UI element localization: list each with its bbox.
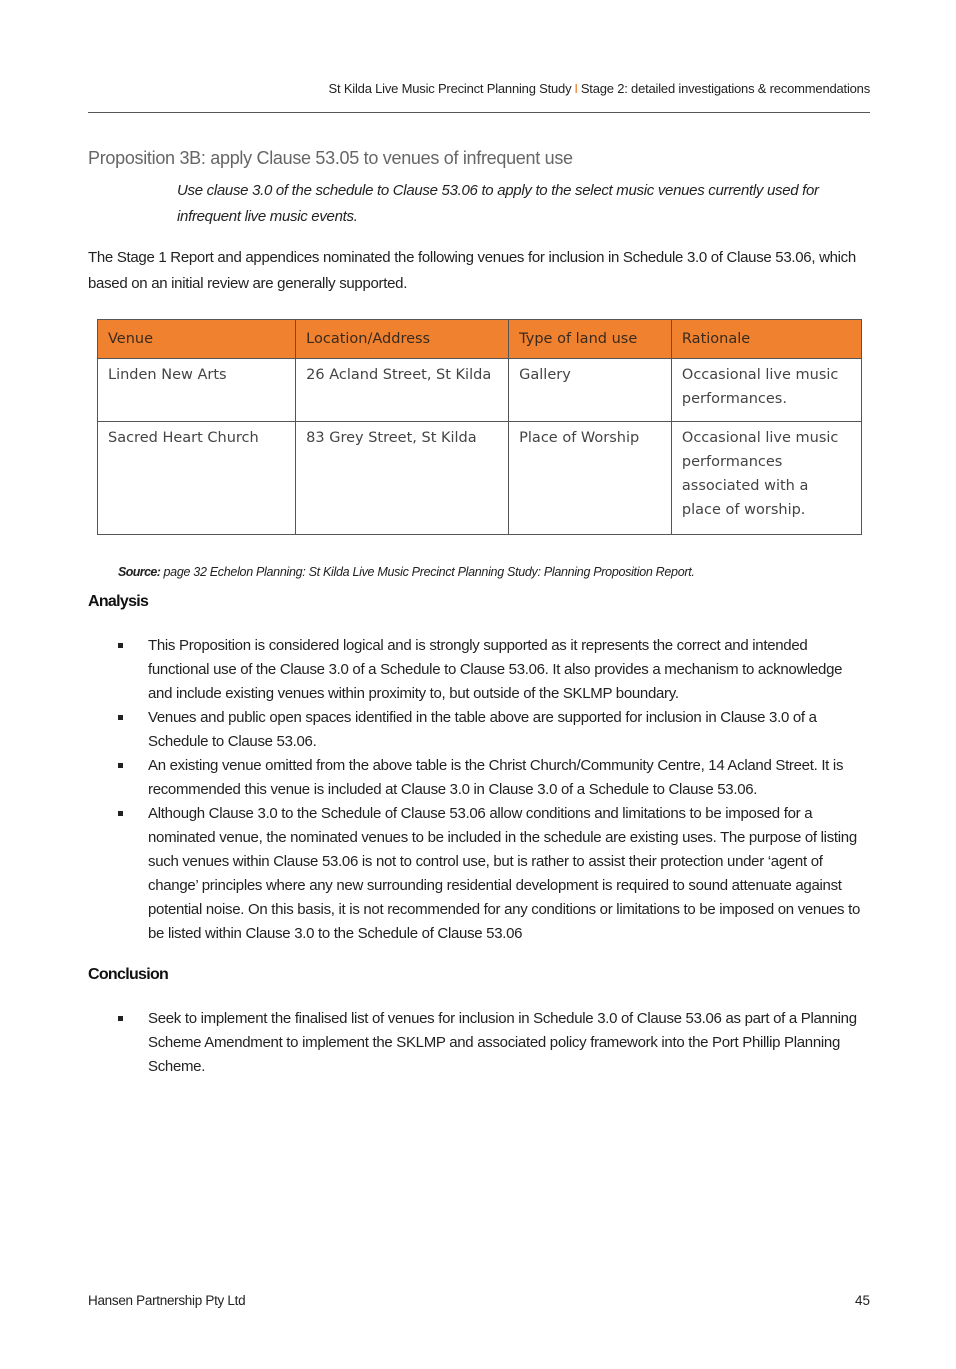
list-item [110,802,870,946]
page-number: 45 [854,1293,870,1308]
header-rationale: Rationale [671,320,861,359]
analysis-list [110,634,870,946]
table-header-row [98,320,862,359]
header-stage: Stage 2: detailed investigations & recommendations [580,81,870,96]
cell-location: 26 Acland Street, St Kilda [296,359,509,422]
bullet-icon [118,1016,123,1021]
bullet-icon [118,811,123,816]
bullet-icon [118,763,123,768]
conclusion-heading: Conclusion [88,966,169,983]
table-source [118,565,695,579]
intro-paragraph: The Stage 1 Report and appendices nominated the following venues for inclusion in Schedule 3.0 of Clause 53.06, which based on an initial review are generally supported. [88,249,856,292]
cell-land-use: Gallery [509,359,672,422]
list-item [110,634,870,706]
list-item-text: Although Clause 3.0 to the Schedule of Clause 53.06 allow conditions and limitations to be imposed for a nominated venue, the nominated venues to be included in the schedule are existing uses. The purpose of listing such venues within Clause 53.06 is not to control use, but is rather to assist their protection under ‘agent of change’ principles where any new surrounding residential development is required to sound attenuate against potential noise. On this basis, it is not recommended for any conditions or limitations to be imposed on venues to be listed within Clause 3.0 to the Schedule of Clause 53.06 [148,805,861,942]
list-item-text: Venues and public open spaces identified in the table above are supported for inclusion in Clause 3.0 of a Schedule to Clause 53.06. [148,709,817,750]
header-venue: Venue [98,320,296,359]
proposition-subtitle: Use clause 3.0 of the schedule to Clause 53.06 to apply to the select music venues currently used for infrequent live music events. [177,182,819,225]
analysis-heading: Analysis [88,593,149,610]
table-row [98,359,862,422]
proposition-title: Proposition 3B: apply Clause 53.05 to venues of infrequent use [88,148,573,168]
conclusion-list [110,1007,870,1079]
footer-company: Hansen Partnership Pty Ltd [88,1293,246,1308]
list-item-text: An existing venue omitted from the above table is the Christ Church/Community Centre, 14 Acland Street. It is recommended this venue is included at Clause 3.0 in Clause 3.0 of a Schedule to Clause 53.06. [148,757,844,798]
cell-location: 83 Grey Street, St Kilda [296,422,509,535]
source-text: page 32 Echelon Planning: St Kilda Live Music Precinct Planning Study: Planning Proposition Report. [160,565,695,579]
cell-venue: Linden New Arts [98,359,296,422]
header-land-use: Type of land use [509,320,672,359]
source-label: Source: [118,565,161,579]
table-row [98,422,862,535]
bullet-icon [118,643,123,648]
bullet-icon [118,715,123,720]
list-item [110,706,870,754]
header-title: St Kilda Live Music Precinct Planning Study [328,81,572,96]
header-separator: I [574,81,578,96]
list-item [110,1007,870,1079]
list-item-text: Seek to implement the finalised list of venues for inclusion in Schedule 3.0 of Clause 53.06 as part of a Planning Scheme Amendment to implement the SKLMP and associated policy framework into the Port Phillip Planning Scheme. [148,1010,857,1075]
cell-rationale: Occasional live music performances associated with a place of worship. [671,422,861,535]
page-header [88,80,870,113]
header-location: Location/Address [296,320,509,359]
cell-rationale: Occasional live music performances. [671,359,861,422]
list-item [110,754,870,802]
cell-venue: Sacred Heart Church [98,422,296,535]
cell-land-use: Place of Worship [509,422,672,535]
list-item-text: This Proposition is considered logical and is strongly supported as it represents the correct and intended functional use of the Clause 3.0 of a Schedule to Clause 53.06. It also provides a mechanism to acknowledge and include existing venues within proximity to, but outside of the SKLMP boundary. [148,637,843,702]
venues-table [97,319,862,535]
